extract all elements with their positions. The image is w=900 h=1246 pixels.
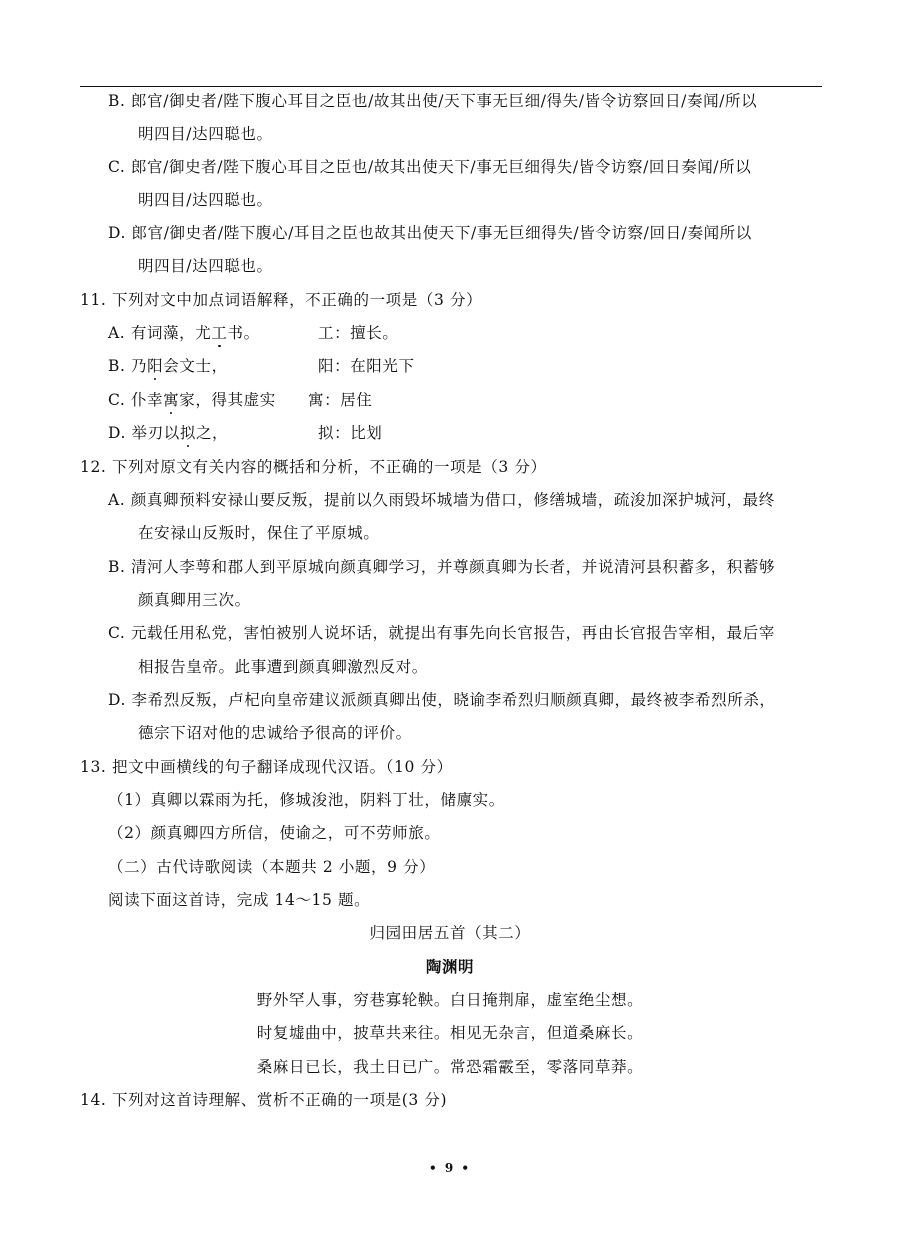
section-heading: （二）古代诗歌阅读（本题共 2 小题，9 分） [108, 858, 436, 876]
q13-sentence-1: （1）真卿以霖雨为托，修城浚池，阴料丁壮，储廪实。 [108, 791, 505, 809]
header-rule [80, 86, 822, 87]
poem-title: 归园田居五首（其二） [369, 924, 531, 942]
q14-stem: 14. 下列对这首诗理解、赏析不正确的一项是(3 分) [80, 1091, 448, 1109]
q11-a-post: 书。 [227, 324, 260, 342]
q11-option-b [108, 356, 228, 376]
q11-option-d [108, 423, 228, 443]
q12-option-a-line1: A. 颜真卿预料安禄山要反叛，提前以久雨毁坏城墙为借口，修缮城墙，疏浚加深护城河，最终 [108, 491, 775, 509]
q12-option-d-line1: D. 李希烈反叛，卢杞向皇帝建议派颜真卿出使，晓谕李希烈归顺颜真卿，最终被李希烈所杀， [108, 691, 776, 709]
q11-b-pre: B. 乃 [108, 357, 148, 375]
poem-line-3: 桑麻日已长，我土日已广。常恐霜霰至，零落同草莽。 [256, 1058, 644, 1076]
q11-d-gloss: 拟：比划 [318, 424, 383, 442]
q12-stem: 12. 下列对原文有关内容的概括和分析，不正确的一项是（3 分） [80, 458, 547, 476]
q10-option-d-line2: 明四目/达四聪也。 [138, 257, 273, 275]
q10-option-b-line1: B. 郎官/御史者/陛下腹心耳目之臣也/故其出使/天下事无巨细/得失/皆令访察回日/奏闻/所以 [108, 92, 758, 110]
page-number: • 9 • [428, 1161, 472, 1175]
poem-author: 陶渊明 [425, 957, 475, 976]
q11-b-post: 会文士， [163, 357, 228, 375]
q11-c-gloss: 寓：居住 [308, 391, 373, 409]
poem-line-1: 野外罕人事，穷巷寡轮鞅。白日掩荆扉，虚室绝尘想。 [256, 991, 644, 1009]
q11-c-pre: C. 仆幸 [108, 391, 164, 409]
section-instruction: 阅读下面这首诗，完成 14～15 题。 [108, 891, 371, 909]
q11-d-pre: D. 举刃以 [108, 424, 180, 442]
q12-option-c-line2: 相报告皇帝。此事遭到颜真卿激烈反对。 [138, 658, 428, 676]
q11-a-gloss: 工：擅长。 [318, 324, 399, 342]
q13-stem: 13. 把文中画横线的句子翻译成现代汉语。（10 分） [80, 758, 453, 776]
q11-c-post: 家，得其虚实 [179, 391, 276, 409]
q10-option-b-line2: 明四目/达四聪也。 [138, 125, 273, 143]
q11-stem: 11. 下列对文中加点词语解释，不正确的一项是（3 分） [80, 291, 483, 309]
q10-option-c-line1: C. 郎官/御史者/陛下腹心耳目之臣也/故其出使天下/事无巨细得失/皆令访察/回日奏闻/所以 [108, 158, 752, 176]
q11-option-a [108, 323, 260, 343]
q11-b-dotted-word: 阳 [147, 357, 164, 375]
poem-line-2: 时复墟曲中，披草共来往。相见无杂言，但道桑麻长。 [256, 1024, 644, 1042]
q12-option-b-line2: 颜真卿用三次。 [138, 591, 251, 609]
q10-option-c-line2: 明四目/达四聪也。 [138, 191, 273, 209]
q12-option-b-line1: B. 清河人李萼和郡人到平原城向颜真卿学习，并尊颜真卿为长者，并说清河县积蓄多，积蓄够 [108, 558, 776, 576]
q12-option-c-line1: C. 元载任用私党，害怕被别人说坏话，就提出有事先向长官报告，再由长官报告宰相，最后宰 [108, 624, 775, 642]
q12-option-a-line2: 在安禄山反叛时，保住了平原城。 [138, 524, 380, 542]
q11-a-dotted-word: 工 [211, 324, 228, 342]
q10-option-d-line1: D. 郎官/御史者/陛下腹心/耳目之臣也故其出使天下/事无巨细得失/皆令访察/回日/奏闻所以 [108, 224, 752, 242]
q11-a-pre: A. 有词藻，尤 [108, 324, 212, 342]
q11-option-c [108, 390, 276, 410]
q11-d-post: 之， [195, 424, 229, 442]
q11-d-dotted-word: 拟 [179, 424, 196, 442]
q11-b-gloss: 阳：在阳光下 [318, 357, 415, 375]
q12-option-d-line2: 德宗下诏对他的忠诚给予很高的评价。 [138, 724, 412, 742]
q11-c-dotted-word: 寓 [163, 391, 180, 409]
q13-sentence-2: （2）颜真卿四方所信，使谕之，可不劳师旅。 [108, 824, 441, 842]
